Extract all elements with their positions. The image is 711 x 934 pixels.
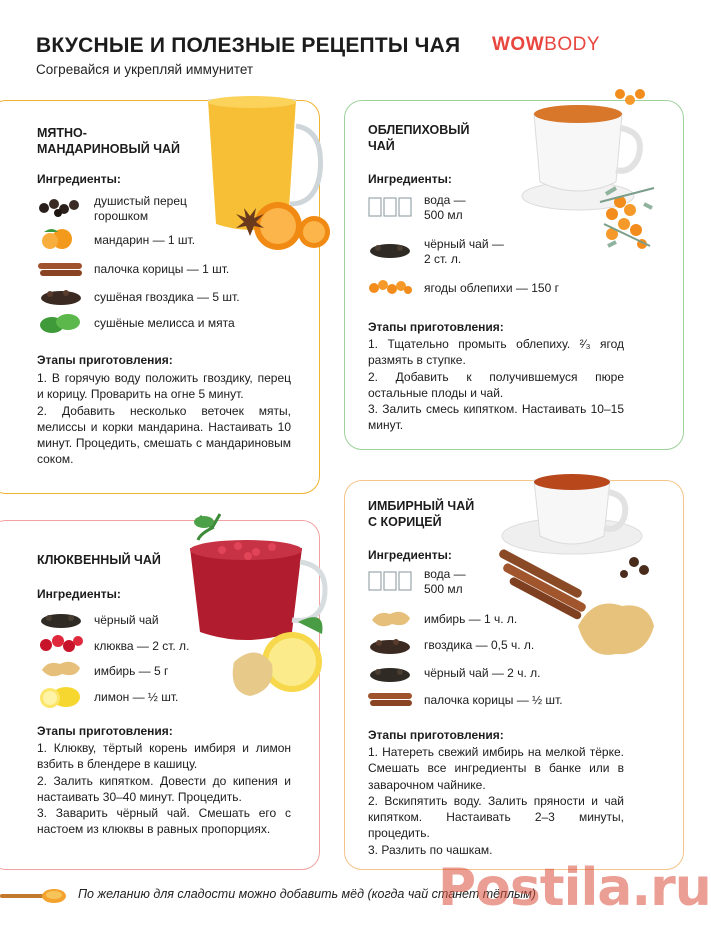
buckthorn-tea-cup-image bbox=[520, 84, 660, 254]
ingredient-ginger-1: вода — 500 мл bbox=[424, 567, 466, 596]
step-buckthorn-3: 3. Залить смесь кипятком. Настаивать 10–15 минут. bbox=[368, 402, 624, 433]
ingredient-buckthorn-3: ягоды облепихи — 150 г bbox=[424, 281, 559, 295]
step-ginger-2: 2. Вскипятить воду. Залить пряности и чай кипятком. Настаивать 2–3 минуты, процедить. bbox=[368, 793, 624, 841]
footer-note: По желанию для сладости можно добавить мёд (когда чай станет тёплым) bbox=[78, 887, 536, 901]
mandarin-icon bbox=[36, 226, 86, 250]
brand-logo bbox=[492, 34, 600, 56]
black-tea-icon bbox=[36, 608, 86, 630]
black-tea-icon bbox=[366, 238, 414, 260]
ingredient-mint-5: сушёные мелисса и мята bbox=[94, 316, 235, 330]
ingredient-mint-3: палочка корицы — 1 шт. bbox=[94, 262, 230, 276]
step-buckthorn-1: 1. Тщательно промыть облепиху. ²⁄₃ ягод размять в ступке. bbox=[368, 337, 624, 368]
steps-label-ginger: Этапы приготовления: bbox=[368, 728, 504, 742]
steps-mint bbox=[37, 370, 291, 468]
honey-spoon-icon bbox=[0, 884, 70, 908]
ingredients-label-mint: Ингредиенты: bbox=[37, 172, 121, 186]
ingredients-label-buckthorn: Ингредиенты: bbox=[368, 172, 452, 186]
ingredient-buckthorn-2: чёрный чай — 2 ст. л. bbox=[424, 237, 504, 266]
ingredient-cranberry-2: клюква — 2 ст. л. bbox=[94, 639, 190, 653]
allspice-icon bbox=[36, 196, 86, 220]
step-mint-2: 2. Добавить несколько веточек мяты, мелиссы и корки мандарина. Настаивать 10 минут. Процедить, смешать с мандариновым соком. bbox=[37, 403, 291, 467]
watermark: Postila.ru bbox=[438, 858, 711, 918]
ingredient-ginger-5: палочка корицы — ½ шт. bbox=[424, 693, 563, 707]
steps-label-mint: Этапы приготовления: bbox=[37, 353, 173, 367]
sea-buckthorn-icon bbox=[366, 276, 414, 298]
step-ginger-3: 3. Разлить по чашкам. bbox=[368, 842, 493, 857]
mint-leaves-icon bbox=[36, 310, 86, 336]
water-glasses-icon bbox=[366, 194, 414, 220]
ingredient-ginger-3: гвоздика — 0,5 ч. л. bbox=[424, 638, 535, 652]
cinnamon-icon bbox=[366, 688, 414, 710]
ingredient-ginger-2: имбирь — 1 ч. л. bbox=[424, 612, 518, 626]
ingredient-ginger-4: чёрный чай — 2 ч. л. bbox=[424, 666, 541, 680]
recipe-title-cranberry: КЛЮКВЕННЫЙ ЧАЙ bbox=[37, 553, 161, 567]
ingredient-cranberry-3: имбирь — 5 г bbox=[94, 664, 169, 678]
ingredients-label-cranberry: Ингредиенты: bbox=[37, 587, 121, 601]
steps-label-cranberry: Этапы приготовления: bbox=[37, 724, 173, 738]
logo-regular-text: BODY bbox=[544, 34, 601, 55]
ginger-icon bbox=[366, 606, 414, 630]
steps-ginger bbox=[368, 744, 624, 858]
step-buckthorn-2: 2. Добавить к получившемуся пюре остальные плоды и чай. bbox=[368, 369, 624, 400]
ingredient-buckthorn-1: вода — 500 мл bbox=[424, 193, 466, 222]
orange-tea-glass-image bbox=[196, 86, 332, 254]
step-ginger-1: 1. Натереть свежий имбирь на мелкой тёрке. Смешать все ингредиенты в банке или в заварочном чайнике. bbox=[368, 745, 624, 792]
step-mint-1: 1. В горячую воду положить гвоздику, перец и корицу. Проварить на огне 5 минут. bbox=[37, 371, 291, 402]
water-glasses-icon bbox=[366, 568, 414, 594]
clove-icon bbox=[366, 634, 414, 656]
steps-cranberry bbox=[37, 740, 291, 838]
lemon-icon bbox=[36, 684, 86, 710]
ingredient-mint-2: мандарин — 1 шт. bbox=[94, 233, 196, 247]
step-cranberry-2: 2. Залить кипятком. Довести до кипения и настаивать 30–40 минут. Процедить. bbox=[37, 773, 291, 804]
recipe-title-buckthorn: ОБЛЕПИХОВЫЙ ЧАЙ bbox=[368, 123, 470, 153]
clove-icon bbox=[36, 285, 86, 307]
step-cranberry-3: 3. Заварить чёрный чай. Смешать его с настоем из клюквы в равных пропорциях. bbox=[37, 806, 291, 837]
cinnamon-icon bbox=[36, 258, 86, 280]
recipe-title-mint: МЯТНО- МАНДАРИНОВЫЙ ЧАЙ bbox=[37, 126, 180, 156]
black-tea-icon bbox=[366, 662, 414, 684]
ingredient-cranberry-1: чёрный чай bbox=[94, 613, 159, 627]
ginger-icon bbox=[36, 656, 86, 680]
cranberry-icon bbox=[36, 632, 86, 656]
steps-label-buckthorn: Этапы приготовления: bbox=[368, 320, 504, 334]
ingredients-label-ginger: Ингредиенты: bbox=[368, 548, 452, 562]
page-subtitle: Согревайся и укрепляй иммунитет bbox=[36, 62, 254, 77]
recipe-title-ginger: ИМБИРНЫЙ ЧАЙ С КОРИЦЕЙ bbox=[368, 499, 475, 529]
ingredient-mint-1: душистый перец горошком bbox=[94, 194, 187, 223]
page-title: ВКУСНЫЕ И ПОЛЕЗНЫЕ РЕЦЕПТЫ ЧАЯ bbox=[36, 34, 461, 57]
ingredient-mint-4: сушёная гвоздика — 5 шт. bbox=[94, 290, 240, 304]
steps-buckthorn bbox=[368, 336, 624, 434]
logo-bold-text: WOW bbox=[492, 34, 545, 55]
ingredient-cranberry-4: лимон — ½ шт. bbox=[94, 690, 179, 704]
cranberry-tea-mug-image bbox=[176, 512, 332, 708]
step-cranberry-1: 1. Клюкву, тёртый корень имбиря и лимон взбить в блендере в кашицу. bbox=[37, 741, 291, 772]
